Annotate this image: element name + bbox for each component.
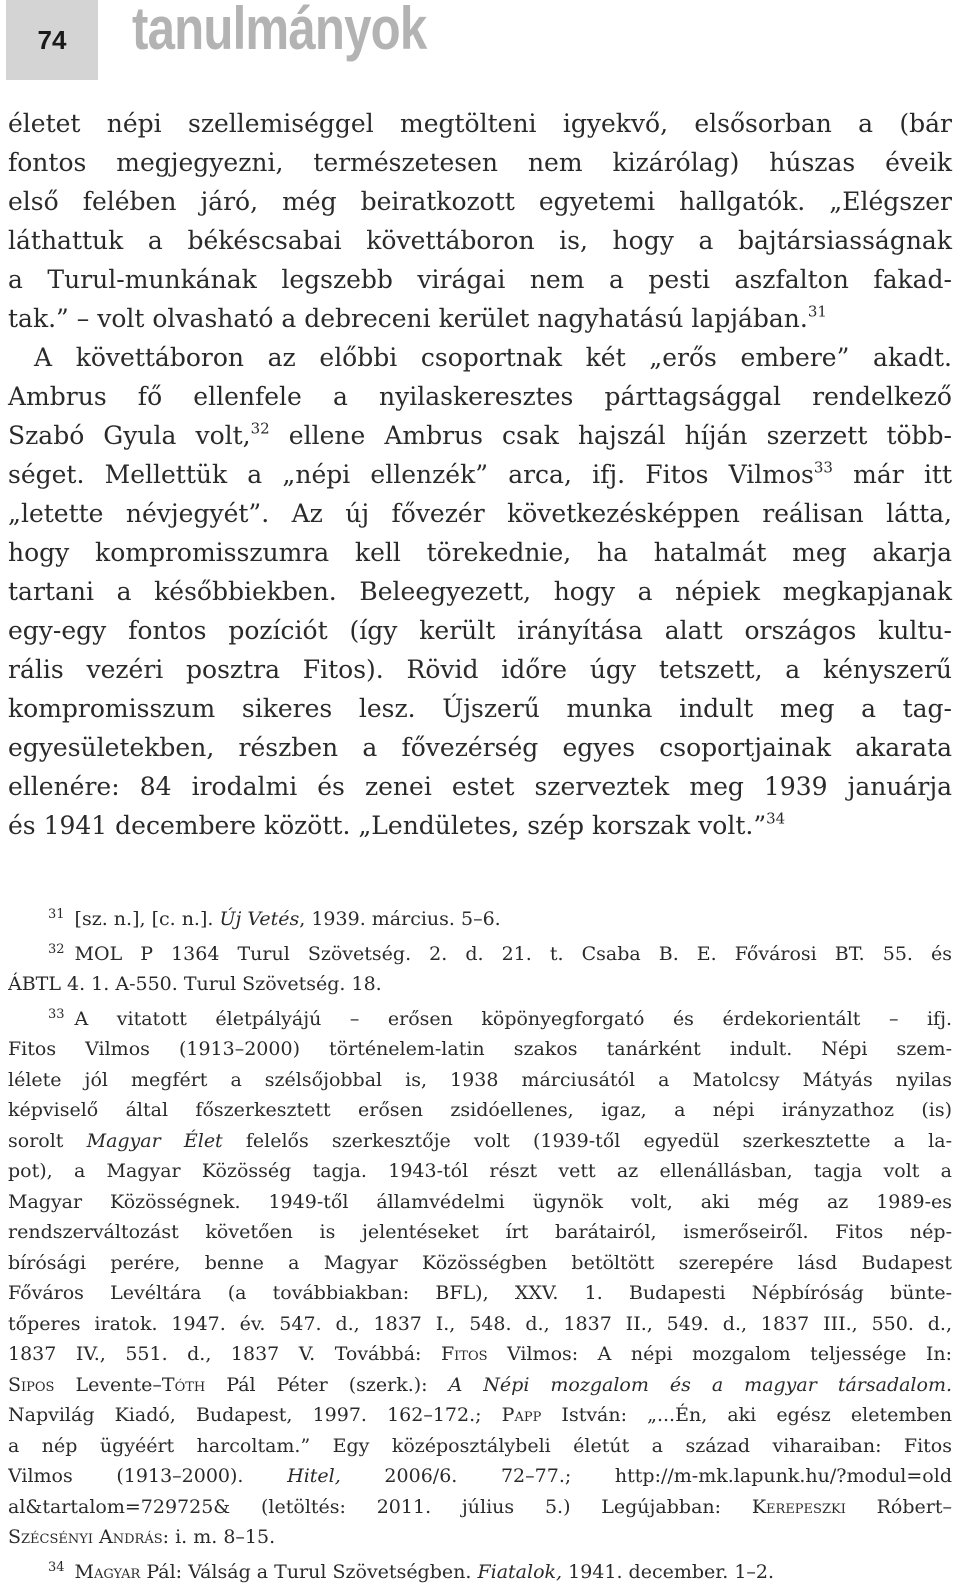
body-line: tartani a későbbiekben. Beleegyezett, hogy a népiek megkapjanak <box>8 572 952 611</box>
footnote-link[interactable]: 2006/6. 72–77.; http://m-mk.lapunk.hu/?modul=old <box>341 1465 952 1487</box>
body-line: egy-egy fontos pozíciót (így került irányítása alatt országos kultu- <box>8 611 952 650</box>
body-line: Szabó Gyula volt,$^{32}$ ellene Ambrus csak hajszál híján szerzett több- <box>8 416 952 455</box>
footnote-34: $^{34}$ Magyar Pál: Válság a Turul Szövetségben. Fiatalok, 1941. december. 1–2. <box>8 1553 952 1587</box>
body-line: első felében járó, még beiratkozott egyetemi hallgatók. „Elégszer <box>8 182 952 221</box>
footnote-line: Szécsényi András: i. m. 8–15. <box>8 1522 952 1553</box>
footnote-line: Fitos Vilmos (1913–2000) történelem-latin szakos tanárként indult. Népi szem- <box>8 1034 952 1065</box>
body-line: „letette névjegyét”. Az új fővezér következésképpen reálisan látta, <box>8 494 952 533</box>
footnote-line: al&tartalom=729725& (letöltés: 2011. július 5.) Legújabban: Kerepeszki Róbert– <box>8 1492 952 1523</box>
body-line: életet népi szellemiséggel megtölteni igyekvő, elsősorban a (bár <box>8 104 952 143</box>
body-line: láthattuk a békéscsabai követtáboron is, hogy a bajtársiasságnak <box>8 221 952 260</box>
body-line: séget. Mellettük a „népi ellenzék” arca, ifj. Fitos Vilmos$^{33}$ már itt <box>8 455 952 494</box>
body-line: és 1941 decembere között. „Lendületes, szép korszak volt.”$^{34}$ <box>8 806 952 845</box>
footnote-line: képviselő által főszerkesztett erősen zsidóellenes, igaz, a népi irányzathoz (is) <box>8 1095 952 1126</box>
page-header <box>6 0 954 82</box>
body-line: a Turul-munkának legszebb virágai nem a pesti aszfalton fakad- <box>8 260 952 299</box>
page-number-box <box>6 0 98 80</box>
body-line: rális vezéri posztra Fitos). Rövid időre úgy tetszett, a kényszerű <box>8 650 952 689</box>
footnote-ref[interactable]: 34 <box>766 810 785 828</box>
footnote-line: bírósági perére, benne a Magyar Közösségben betöltött szerepére lásd Budapest <box>8 1248 952 1279</box>
footnote-ref[interactable]: 31 <box>808 303 827 321</box>
footnote-line: Főváros Levéltára (a továbbiakban: BFL), XXV. 1. Budapesti Népbíróság büntе- <box>8 1278 952 1309</box>
body-line: A követtáboron az előbbi csoportnak két „erős embere” akadt. <box>8 338 952 377</box>
footnotes <box>8 900 952 1587</box>
footnote-line: a nép ügyéért harcoltam.” Egy középosztálybeli életút a század viharaiban: Fitos <box>8 1431 952 1462</box>
footnote-line: Sipos Levente–Tóth Pál Péter (szerk.): A Népi mozgalom és a magyar társadalom. <box>8 1370 952 1401</box>
body-line: hogy kompromisszumra kell törekednie, ha hatalmát meg akarja <box>8 533 952 572</box>
footnote-line: tőperes iratok. 1947. év. 547. d., 1837 I., 548. d., 1837 II., 549. d., 1837 III., 550. d., <box>8 1309 952 1340</box>
footnote-32: $^{32}$ MOL P 1364 Turul Szövetség. 2. d. 21. t. Csaba B. E. Fővárosi BT. 55. és <box>8 935 952 970</box>
section-title: tanulmányok <box>132 0 426 63</box>
footnote-line: ÁBTL 4. 1. A-550. Turul Szövetség. 18. <box>8 969 952 1000</box>
footnote-31: $^{31}$ [sz. n.], [c. n.]. Új Vetés, 1939. március. 5–6. <box>8 900 952 935</box>
body-line: tak.” – volt olvasható a debreceni kerület nagyhatású lapjában.$^{31}$ <box>8 299 952 338</box>
footnote-line: Magyar Közösségnek. 1949-től államvédelmi ügynök volt, aki még az 1989-es <box>8 1187 952 1218</box>
footnote-33: $^{33}$ A vitatott életpályájú – erősen köpönyegforgató és érdekorientált – ifj. <box>8 1000 952 1035</box>
body-line: egyesületekben, részben a fővezérség egyes csoportjainak akarata <box>8 728 952 767</box>
footnote-line: Napvilág Kiadó, Budapest, 1997. 162–172.; Papp István: „...Én, aki egész eletemben <box>8 1400 952 1431</box>
page-number: 74 <box>38 25 67 56</box>
footnote-ref[interactable]: 33 <box>814 459 833 477</box>
body-line: ellenére: 84 irodalmi és zenei estet szerveztek meg 1939 januárja <box>8 767 952 806</box>
body-line: kompromisszum sikeres lesz. Újszerű munka indult meg a tag- <box>8 689 952 728</box>
footnote-line: lélete jól megfért a szélsőjobbal is, 1938 márciusától a Matolcsy Mátyás nyilas <box>8 1065 952 1096</box>
footnote-line: pot), a Magyar Közösség tagja. 1943-tól részt vett az ellenállásban, tagja volt a <box>8 1156 952 1187</box>
body-text <box>8 104 952 845</box>
footnote-line: Vilmos (1913–2000). Hitel, 2006/6. 72–77.; http://m-mk.lapunk.hu/?modul=old <box>8 1461 952 1492</box>
body-line: fontos megjegyezni, természetesen nem kizárólag) húszas éveik <box>8 143 952 182</box>
body-line: Ambrus fő ellenfele a nyilaskeresztes párttagsággal rendelkező <box>8 377 952 416</box>
footnote-ref[interactable]: 32 <box>251 420 270 438</box>
footnote-line: 1837 IV., 551. d., 1837 V. Továbbá: Fitos Vilmos: A népi mozgalom teljessége In: <box>8 1339 952 1370</box>
footnote-line: rendszerváltozást követően is jelentéseket írt barátairól, ismerőseiről. Fitos nép- <box>8 1217 952 1248</box>
footnote-line: sorolt Magyar Élet felelős szerkesztője volt (1939-től egyedül szerkesztette a la- <box>8 1126 952 1157</box>
